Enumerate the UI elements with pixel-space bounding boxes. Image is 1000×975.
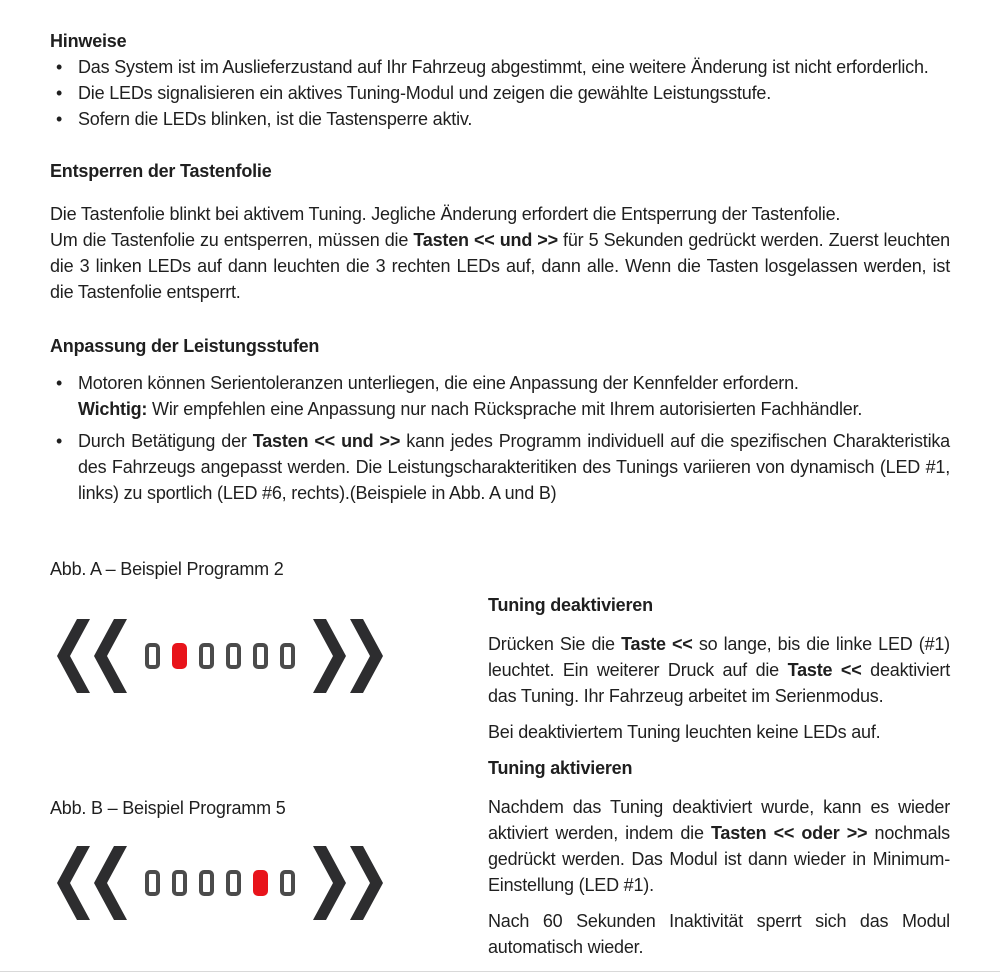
led-strip <box>145 870 295 896</box>
section-heading-hinweise: Hinweise <box>50 31 127 51</box>
section-heading-anpassung: Anpassung der Leistungsstufen <box>50 336 320 356</box>
led-display-figure-a <box>57 619 383 693</box>
led-strip <box>145 643 295 669</box>
section-heading-tuning-aktivieren: Tuning aktivieren <box>488 758 633 778</box>
right-text-column <box>488 592 950 970</box>
section-heading-tuning-deaktivieren: Tuning deaktivieren <box>488 595 653 615</box>
deactivate-paragraph-1: Drücken Sie die Taste << so lange, bis die linke LED (#1) leuchtet. Ein weiterer Druck auf die Taste << deaktiviert das Tuning. Ihr Fahrzeug arbeitet im Serienmodus. <box>488 634 950 706</box>
led-5 <box>253 643 268 669</box>
led-3 <box>199 870 214 896</box>
deactivate-paragraph-2: Bei deaktiviertem Tuning leuchten keine LEDs auf. <box>488 722 881 742</box>
list-item: • Sofern die LEDs blinken, ist die Tastensperre aktiv. <box>50 106 950 132</box>
list-item: • Die LEDs signalisieren ein aktives Tuning-Modul und zeigen die gewählte Leistungsstufe. <box>50 80 950 106</box>
double-chevron-right-icon <box>313 619 383 693</box>
list-item: • Durch Betätigung der Tasten << und >> kann jedes Programm individuell auf die spezifischen Charakteristika des Fahrzeugs angepasst werden. Die Leistungscharakteritiken des Tunings variieren von dynamisch (LED #1, links) zu sportlich (LED #6, rechts).(Beispiele in Abb. A und B) <box>50 428 950 506</box>
list-item: • Motoren können Serientoleranzen unterliegen, die eine Anpassung der Kennfelder erfordern. Wichtig: Wir empfehlen eine Anpassung nur nach Rücksprache mit Ihrem autorisierten Fachhändler. <box>50 370 950 422</box>
page-bottom-divider <box>0 971 1000 972</box>
figure-a-caption: Abb. A – Beispiel Programm 2 <box>50 559 284 579</box>
led-4 <box>226 643 241 669</box>
led-4 <box>226 870 241 896</box>
led-2-active <box>172 643 187 669</box>
double-chevron-left-icon <box>57 619 127 693</box>
led-3 <box>199 643 214 669</box>
list-item: • Das System ist im Auslieferzustand auf Ihr Fahrzeug abgestimmt, eine weitere Änderung ist nicht erforderlich. <box>50 54 950 80</box>
activate-paragraph-1: Nachdem das Tuning deaktiviert wurde, kann es wieder aktiviert werden, indem die Tasten << oder >> nochmals gedrückt werden. Das Modul ist dann wieder in Minimum-Einstellung (LED #1). <box>488 797 950 895</box>
hinweise-bullet-list <box>50 54 950 132</box>
led-2 <box>172 870 187 896</box>
activate-paragraph-2: Nach 60 Sekunden Inaktivität sperrt sich das Modul automatisch wieder. <box>488 911 950 957</box>
led-6 <box>280 870 295 896</box>
figure-b-caption: Abb. B – Beispiel Programm 5 <box>50 798 286 818</box>
section-heading-entsperren: Entsperren der Tastenfolie <box>50 161 272 181</box>
double-chevron-right-icon <box>313 846 383 920</box>
led-6 <box>280 643 295 669</box>
double-chevron-left-icon <box>57 846 127 920</box>
led-5-active <box>253 870 268 896</box>
anpassung-bullet-list <box>50 370 950 506</box>
led-1 <box>145 870 160 896</box>
led-1 <box>145 643 160 669</box>
entsperren-paragraph: Die Tastenfolie blinkt bei aktivem Tuning. Jegliche Änderung erfordert die Entsperrung der Tastenfolie. Um die Tastenfolie zu entsperren, müssen die Tasten << und >> für 5 Sekunden gedrückt werden. Zuerst leuchten die 3 linken LEDs auf dann leuchten die 3 rechten LEDs auf, dann alle. Wenn die Tasten losgelassen werden, ist die Tastenfolie entsperrt. <box>50 204 950 302</box>
led-display-figure-b <box>57 846 383 920</box>
